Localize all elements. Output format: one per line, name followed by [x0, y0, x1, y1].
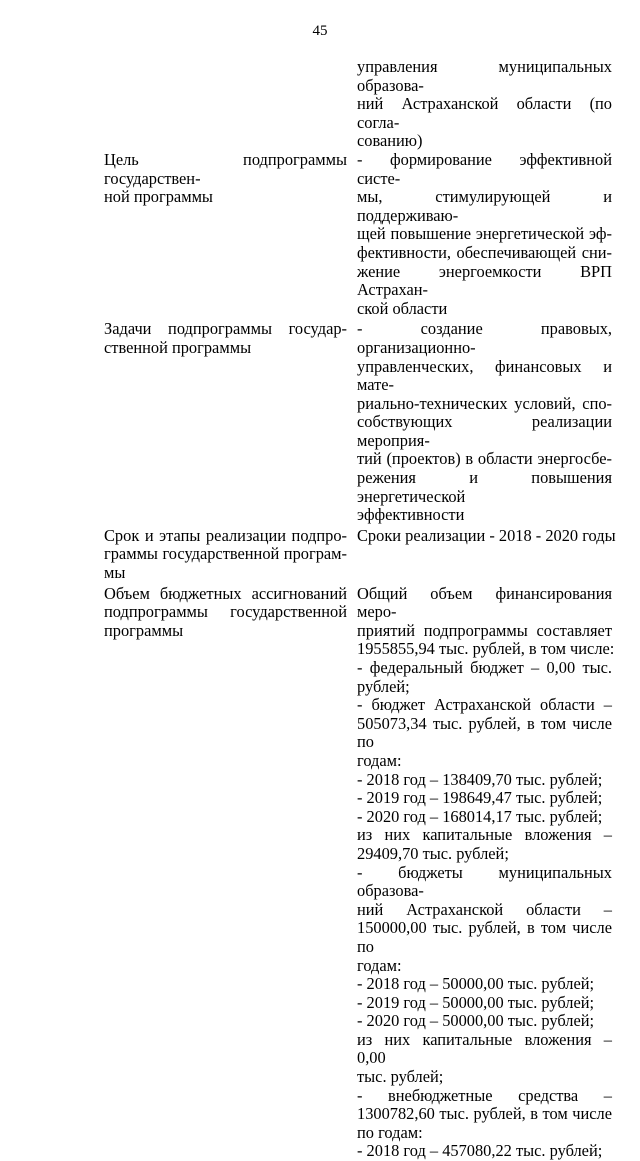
value-line: из них капитальные вложения – 0,00: [357, 1029, 612, 1068]
table-row: [104, 58, 612, 151]
row-value: [357, 525, 616, 583]
value-line: жение энергоемкости ВРП Астрахан-: [357, 261, 612, 300]
value-line: ний Астраханской области (по согла-: [357, 94, 612, 132]
value-line: 150000,00 тыс. рублей, в том числе по: [357, 918, 612, 956]
value-line: эффективности: [357, 505, 465, 525]
value-line: - бюджет Астраханской области –: [357, 695, 612, 715]
value-line: сованию): [357, 131, 423, 151]
label-line: мы: [104, 563, 126, 583]
value-line: - 2018 год – 138409,70 тыс. рублей;: [357, 769, 603, 789]
value-line: по годам:: [357, 1122, 423, 1142]
value-line: фективности, обеспечивающей сни-: [357, 242, 612, 262]
row-value: [357, 151, 612, 318]
value-line: риально-технических условий, спо-: [357, 393, 612, 413]
value-line: годам:: [357, 750, 402, 770]
value-line: - 2020 год – 168014,17 тыс. рублей;: [357, 806, 603, 826]
row-label: [104, 58, 347, 151]
value-line: 1300782,60 тыс. рублей, в том числе: [357, 1104, 612, 1124]
value-line: Сроки реализации - 2018 - 2020 годы: [357, 525, 616, 545]
value-line: - федеральный бюджет – 0,00 тыс.: [357, 658, 612, 677]
value-line: - 2018 год – 50000,00 тыс. рублей;: [357, 974, 595, 994]
label-line: программы: [104, 620, 184, 640]
table-row: [104, 151, 612, 318]
value-line: щей повышение энергетической эф-: [357, 224, 612, 244]
row-label: [104, 320, 347, 525]
label-line: Объем бюджетных ассигнований: [104, 583, 347, 603]
value-line: режения и повышения энергетической: [357, 468, 612, 506]
value-line: рублей;: [357, 676, 410, 696]
value-line: ний Астраханской области –: [357, 899, 612, 919]
row-label: [104, 585, 347, 1161]
value-line: - 2020 год – 50000,00 тыс. рублей;: [357, 1011, 595, 1031]
row-value: [357, 583, 615, 1161]
table-row: [104, 525, 616, 583]
value-line: - внебюджетные средства –: [357, 1085, 612, 1105]
value-line: - бюджеты муниципальных образова-: [357, 862, 612, 901]
label-line: ной программы: [104, 187, 213, 207]
value-line: - создание правовых, организационно-: [357, 319, 612, 357]
label-line: Цель подпрограммы государствен-: [104, 149, 347, 188]
value-line: тыс. рублей;: [357, 1067, 444, 1087]
label-line: граммы государственной програм-: [104, 544, 347, 564]
value-line: управления муниципальных образова-: [357, 57, 612, 95]
value-line: ской области: [357, 298, 448, 318]
value-line: из них капитальные вложения –: [357, 825, 612, 845]
page-number: 45: [312, 23, 328, 39]
value-line: управленческих, финансовых и мате-: [357, 356, 612, 395]
value-line: - формирование эффективной систе-: [357, 149, 612, 188]
value-line: собствующих реализации мероприя-: [357, 412, 612, 450]
value-line: приятий подпрограммы составляет: [357, 620, 612, 640]
value-line: - 2019 год – 50000,00 тыс. рублей;: [357, 992, 595, 1012]
label-line: подпрограммы государственной: [104, 602, 347, 622]
label-line: ственной программы: [104, 337, 252, 357]
label-line: Срок и этапы реализации подпро-: [104, 525, 347, 545]
row-value: [357, 320, 612, 525]
value-line: годам:: [357, 955, 402, 975]
value-line: тий (проектов) в области энергосбе-: [357, 449, 612, 469]
value-line: мы, стимулирующей и поддерживаю-: [357, 187, 612, 225]
value-line: - 2019 год – 198649,47 тыс. рублей;: [357, 788, 603, 808]
value-line: 505073,34 тыс. рублей, в том числе по: [357, 713, 612, 752]
row-label: [104, 527, 347, 583]
value-line: Общий объем финансирования меро-: [357, 583, 612, 622]
value-line: 29409,70 тыс. рублей;: [357, 843, 509, 863]
value-line: 1955855,94 тыс. рублей, в том числе:: [357, 639, 615, 659]
row-label: [104, 151, 347, 318]
row-value: [357, 58, 612, 151]
table-row: [104, 320, 612, 525]
label-line: Задачи подпрограммы государ-: [104, 319, 347, 339]
value-line: - 2018 год – 457080,22 тыс. рублей;: [357, 1141, 603, 1161]
table-row: [104, 583, 615, 1161]
passport-table: [104, 57, 616, 1161]
